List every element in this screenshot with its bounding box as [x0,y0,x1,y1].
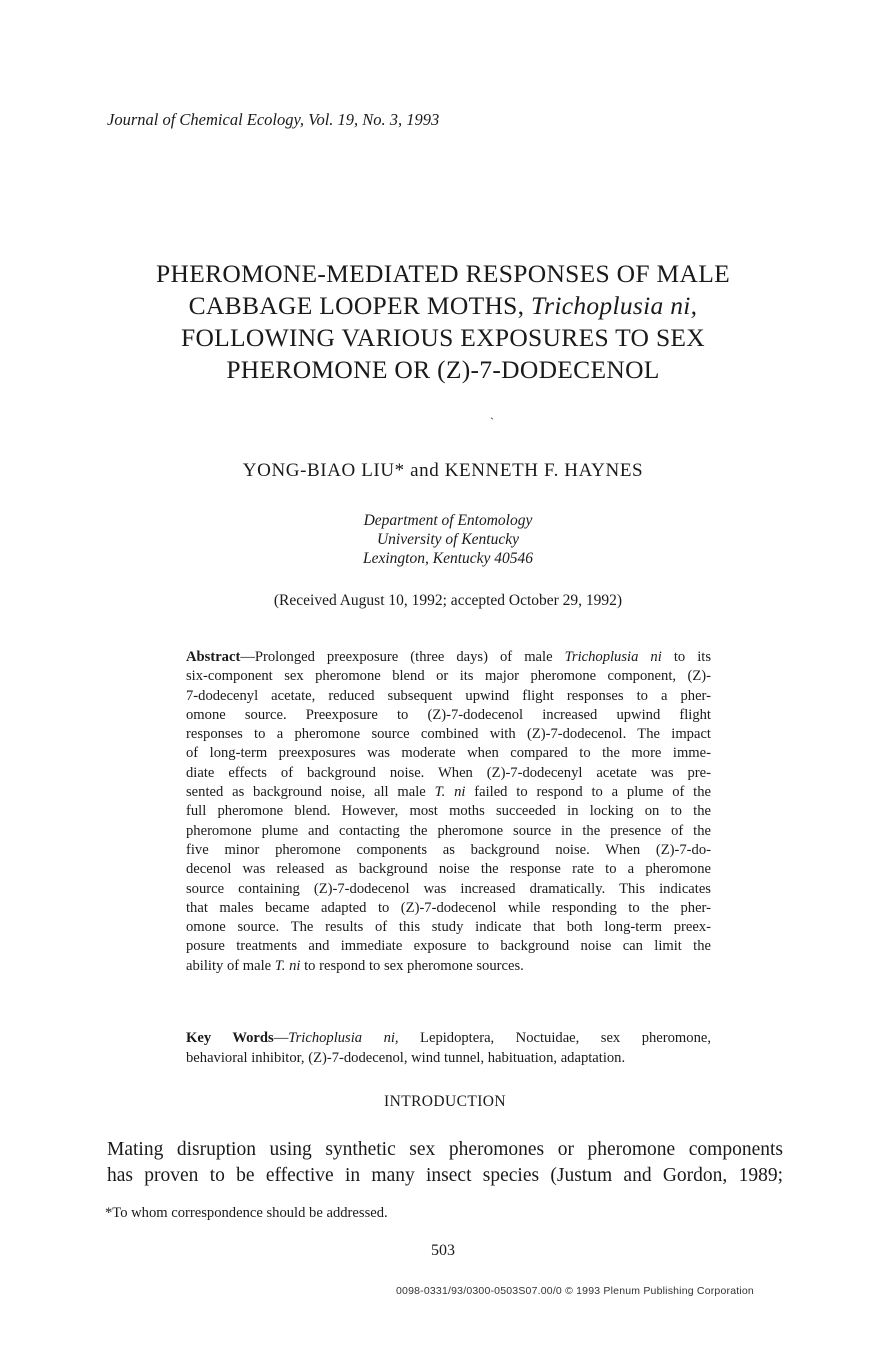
abstract-text: 7-dodecenyl acetate, reduced subsequent upwind flight responses to a pher- [186,687,711,704]
species-name: T. ni [274,957,301,974]
copyright-line: 0098-0331/93/0300-0503S07.00/0 © 1993 Plenum Publishing Corporation [396,1285,754,1297]
abstract-text: to respond to sex pheromone sources. [300,957,524,974]
journal-header [107,110,439,130]
introduction-heading: INTRODUCTION [384,1093,506,1110]
abstract-line [186,725,711,744]
keywords-species: Trichoplusia ni, [288,1030,399,1046]
affiliation-location: Lexington, Kentucky 40546 [362,550,534,567]
abstract-line [186,687,711,706]
abstract-line [186,667,711,686]
abstract-line [186,880,711,899]
affiliation [0,511,886,568]
keywords-line-2: behavioral inhibitor, (Z)-7-dodecenol, wind tunnel, habituation, adaptation. [186,1050,626,1066]
affiliation-university: University of Kentucky [376,531,520,548]
abstract-text: decenol was released as background noise the response rate to a pheromone [186,861,711,878]
abstract-text: six-component sex pheromone blend or its major pheromone component, (Z)- [186,668,711,685]
abstract-text: that males became adapted to (Z)-7-dodecenol while responding to the pher- [186,899,711,916]
abstract [186,648,711,976]
keywords-line-1-text: Lepidoptera, Noctuidae, sex pheromone, [398,1030,711,1046]
abstract-text: failed to respond to a plume of the [465,784,711,801]
title-line-2-text: CABBAGE LOOPER MOTHS, [188,291,532,320]
abstract-text: to its [661,649,711,665]
keywords [186,1028,711,1068]
abstract-text: sented as background noise, all male [186,784,435,801]
affiliation-department: Department of Entomology [363,512,533,529]
abstract-text: diate effects of background noise. When (Z)-7-dodecenyl acetate was pre- [186,764,711,781]
body-line-2: has proven to be effective in many insect species (Justum and Gordon, 1989; [107,1165,783,1186]
abstract-text: —Prolonged preexposure (three days) of male [240,649,565,665]
abstract-line [186,918,711,937]
introduction-body [107,1137,783,1189]
abstract-label: Abstract [186,649,241,665]
abstract-line [186,706,711,725]
title-line-3: FOLLOWING VARIOUS EXPOSURES TO SEX [180,323,706,352]
title-line-4: PHEROMONE OR (Z)-7-DODECENOL [226,355,660,384]
paper-title [0,258,886,386]
authors: YONG-BIAO LIU* and KENNETH F. HAYNES [242,460,644,481]
abstract-line [186,648,711,667]
abstract-text: full pheromone blend. However, most moths succeeded in locking on to the [186,803,711,820]
abstract-text: five minor pheromone components as background noise. When (Z)-7-do- [186,841,711,858]
species-name: Trichoplusia ni [564,649,662,665]
keywords-label: Key Words [186,1030,274,1046]
species-name: T. ni [434,784,466,801]
abstract-line [186,841,711,860]
footnote: *To whom correspondence should be addressed. [105,1205,388,1221]
abstract-line [186,744,711,763]
page-number: 503 [431,1242,455,1259]
received-dates: (Received August 10, 1992; accepted October 29, 1992) [273,592,623,609]
abstract-line [186,764,711,783]
stray-mark: ˏ [490,406,494,420]
abstract-text: posure treatments and immediate exposure to background noise can limit the [186,938,711,955]
body-line-1: Mating disruption using synthetic sex pheromones or pheromone components [107,1139,783,1160]
title-species: Trichoplusia ni, [531,291,698,320]
keywords-line-1 [186,1028,711,1048]
journal-name: Journal of Chemical Ecology, [107,110,305,129]
abstract-text: responses to a pheromone source combined with (Z)-7-dodecenol. The impact [186,726,711,743]
abstract-line [186,783,711,802]
abstract-text: omone source. The results of this study indicate that both long-term preex- [186,919,711,936]
abstract-text: pheromone plume and contacting the pheromone source in the presence of the [186,822,711,839]
abstract-text: ability of male [186,957,275,974]
keywords-dash: — [273,1030,289,1046]
abstract-line [186,822,711,841]
abstract-line [186,860,711,879]
abstract-line [186,802,711,821]
abstract-text: of long-term preexposures was moderate when compared to the more imme- [186,745,711,762]
journal-volume: Vol. 19, No. 3, 1993 [308,110,440,129]
title-line-2 [0,290,886,322]
abstract-line [186,957,711,976]
abstract-text: source containing (Z)-7-dodecenol was increased dramatically. This indicates [186,880,711,897]
abstract-line [186,899,711,918]
abstract-line [186,937,711,956]
title-line-1: PHEROMONE-MEDIATED RESPONSES OF MALE [156,259,730,288]
abstract-text: omone source. Preexposure to (Z)-7-dodecenol increased upwind flight [186,706,711,723]
